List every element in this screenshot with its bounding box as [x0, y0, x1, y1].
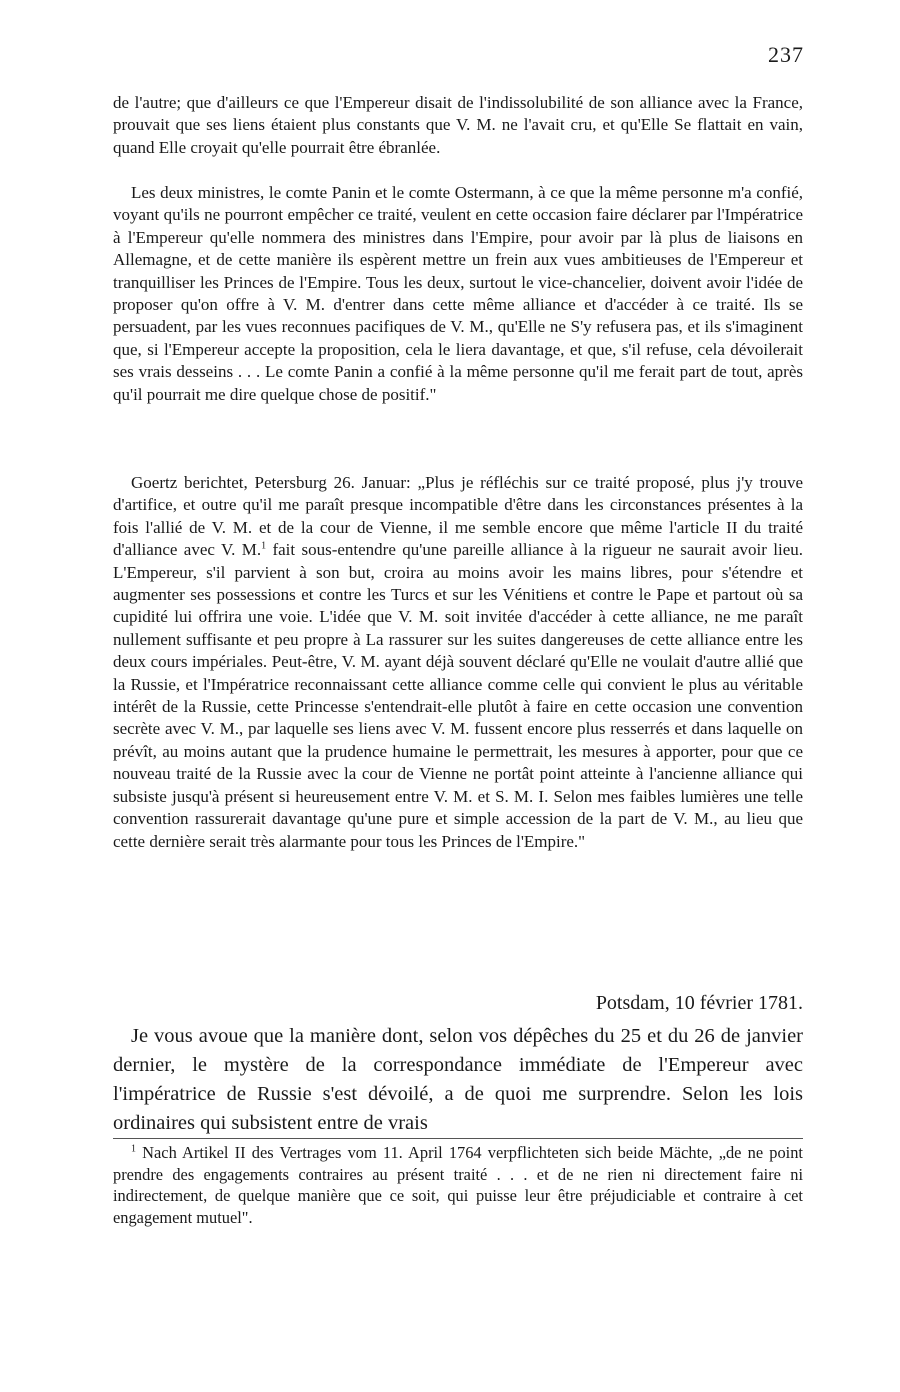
footnote [113, 1142, 803, 1228]
footnote-divider [113, 1138, 803, 1139]
goertz-text-before-note: Goertz berichtet, Petersburg 26. Januar: „Plus je réfléchis sur ce traité proposé, plus j'y trouve d'artifice, et outre qu'il me paraît presque incompatible d'être dans les circonstances présentes à la fois l'allié de V. M. et de la cour de Vienne, il me semble encore que même l'article II du traité d'alliance avec V. M. [113, 473, 803, 560]
letter-dateline: Potsdam, 10 février 1781. [595, 992, 803, 1014]
footnote-text: Nach Artikel II des Vertrages vom 11. April 1764 verpflichteten sich beide Mächte, „de ne point prendre des engagements contraires au présent traité . . . et de ne rien ni directement faire ni indirectement, de quelque manière que ce soit, qui puisse leur être préjudiciable et contraire à cet engagement mutuel". [113, 1143, 803, 1227]
footnote-mark: 1 [131, 1143, 136, 1155]
page-number: 237 [768, 42, 804, 67]
letter-body: Je vous avoue que la manière dont, selon vos dépêches du 25 et du 26 de janvier dernier, le mystère de la correspondance immédiate de l'Empereur avec l'impératrice de Russie s'est dévoilé, a de quoi me surprendre. Selon les lois ordinaires qui subsistent entre de vrais [113, 1025, 803, 1134]
paragraph-continuation: de l'autre; que d'ailleurs ce que l'Empereur disait de l'indissolubilité de son alliance avec la France, prouvait que ses liens étaient plus constants que V. M. ne l'avait cru, et qu'Elle Se flattait en vain, quand Elle croyait qu'elle pourrait être ébranlée. [113, 93, 803, 157]
goertz-text-after-note: fait sous-entendre qu'une pareille alliance à la rigueur ne saurait avoir lieu. L'Empereur, s'il parvient à son but, croira au moins avoir les mains libres, pour s'étendre et augmenter ses possessions et contre les Turcs et sur les Vénitiens et contre le Pape et partout où sa cupidité lui offrira une voie. L'idée que V. M. soit invitée d'accéder à cette alliance, ne me paraît nullement suffisante et peu propre à La rassurer sur les suites dangereuses de cette alliance entre les deux cours impériales. Peut-être, V. M. ayant déjà souvent déclaré qu'Elle ne voulait d'autre allié que la Russie, et l'Impératrice reconnaissant cette alliance comme celle qui convient le plus au véritable intérêt de la Russie, cette Princesse s'entendrait-elle plutôt à faire en cette occasion une convention secrète avec V. M., par laquelle ses liens avec V. M. fussent encore plus resserrés et dans laquelle on prévît, au moins autant que la prudence humaine le permettrait, les mesures à apporter, pour que ce nouveau traité de la Russie avec la cour de Vienne ne portât point atteinte à l'ancienne alliance qui subsiste jusqu'à présent si heureusement entre V. M. et S. M. I. Selon mes faibles lumières une telle convention rassurerait davantage qu'une pure et simple accession de la part de V. M., au lieu que cette dernière serait très alarmante pour tous les Princes de l'Empire." [113, 540, 803, 851]
paragraph-goertz-report [113, 472, 803, 853]
footnote-reference: 1 [261, 540, 267, 552]
paragraph-ministers: Les deux ministres, le comte Panin et le comte Ostermann, à ce que la même personne m'a confié, voyant qu'ils ne pourront empêcher ce traité, veulent en cette occasion faire déclarer par l'Impératrice à l'Empereur qu'elle nommera des ministres dans l'Empire, pour avoir par là plus de liaisons en Allemagne, et de cette manière ils espèrent mettre un frein aux vues ambitieuses de l'Empereur et tranquilliser les Princes de l'Empire. Tous les deux, surtout le vice-chancelier, doivent avoir l'idée de proposer qu'on offre à V. M. d'entrer dans cette même alliance et d'accéder à ce traité. Ils se persuadent, par les vues reconnues pacifiques de V. M., qu'Elle ne S'y refusera pas, et ils s'imaginent que, si l'Empereur accepte la proposition, cela le liera davantage, et que, s'il refuse, cela dévoilerait ses vrais desseins . . . Le comte Panin a confié à la même personne qu'il me ferait part de tout, après qu'il pourrait me dire quelque chose de positif." [113, 183, 803, 404]
